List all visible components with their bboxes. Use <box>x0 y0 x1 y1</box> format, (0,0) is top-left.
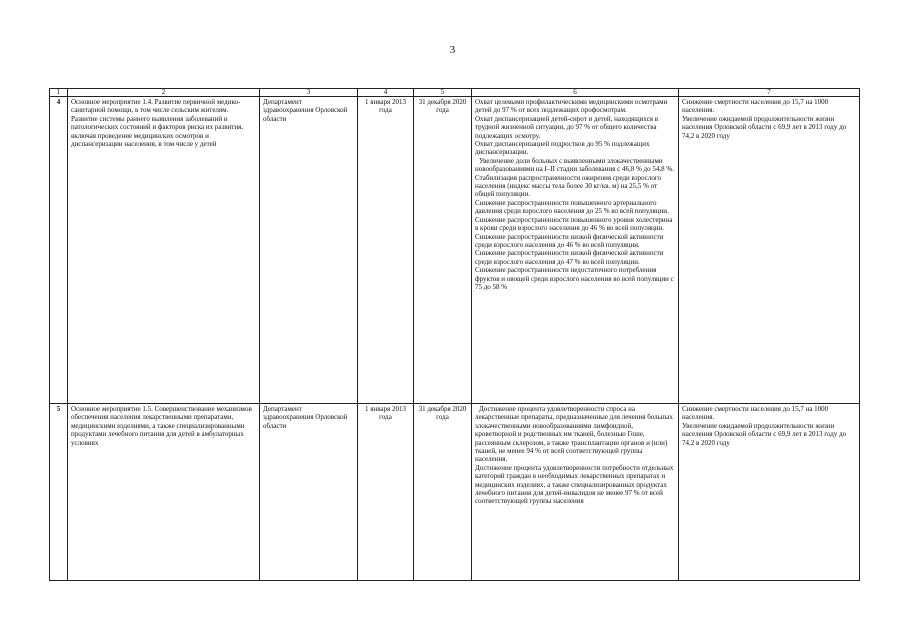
result-item: Увеличение доли больных с выявленными злокачественными новообразованиями на I–II стадии заболевания с 46,8 % до 54,8 %. <box>475 156 674 174</box>
column-header: 7 <box>679 89 860 97</box>
program-activities-table <box>49 88 860 581</box>
column-header: 3 <box>260 89 358 97</box>
indicators-cell <box>679 404 860 581</box>
result-item: Стабилизация распространенности ожирения среди взрослого населения (индекс массы тела более 30 кг/кв. м) на 25,5 % от общей популяции. <box>475 173 662 199</box>
result-item: Охват диспансеризацией детей-сирот и детей, находящихся в трудной жизненной ситуации, до 97 % от общего количества подлежащих осмотру. <box>475 114 659 140</box>
result-item: Снижение распространенности повышенного артериального давления среди взрослого населения до 25 % во всей популяции. <box>475 198 669 216</box>
result-item: Охват целевыми профилактическими медицинскими осмотрами детей до 97 % от всех подлежащих профосмотрам. <box>475 98 668 115</box>
page-number: 3 <box>449 44 456 56</box>
indicators-cell <box>679 97 860 404</box>
column-header: 4 <box>358 89 414 97</box>
end-date-cell: 31 декабря 2020 года <box>414 404 472 581</box>
result-item: Достижение процента удовлетворенности потребности отдельных категорий граждан в необходимых лекарственных препаратах и медицинских изделиях, а также специализированных продуктах лечебного питания для детей-инвалидов не менее 97 % от всей соответствующей группы населения <box>475 463 674 506</box>
indicator-item: Увеличение ожидаемой продолжительности жизни населения Орловской области с 69,9 лет в 2013 году до 74,2 в 2020 году <box>682 421 847 447</box>
column-header: 2 <box>68 89 260 97</box>
executor-cell: Департамент здравоохранения Орловской области <box>260 97 358 404</box>
result-item: Снижение распространенности низкой физической активности среди взрослого населения до 47 % во всей популяции. <box>475 249 664 266</box>
start-date-cell: 1 января 2013 года <box>358 97 414 404</box>
activity-cell: Основное мероприятие 1.5. Совершенствование механизмов обеспечения населения лекарственными препаратами, медицинскими изделиями, а также специализированными продуктами лечебного питания для детей в амбулаторных условиях <box>68 404 260 581</box>
indicator-item: Увеличение ожидаемой продолжительности жизни населения Орловской области с 69,9 лет в 2013 году до 74,2 в 2020 году <box>682 114 847 140</box>
row-number: 4 <box>50 97 68 404</box>
indicator-item: Снижение смертности населения до 15,7 на 1000 населения. <box>682 98 829 115</box>
table-header-row <box>50 89 860 97</box>
result-item: Снижение распространенности повышенного уровня холестерина в крови среди взрослого населения до 46 % во всей популяции. <box>475 215 673 233</box>
column-header: 5 <box>414 89 472 97</box>
result-item: Охват диспансеризацией подростков до 95 % подлежащих диспансеризации. <box>475 140 650 157</box>
result-item: Снижение распространенности низкой физической активности среди взрослого населения до 46 % во всей популяции. <box>475 232 664 249</box>
row-number: 5 <box>50 404 68 581</box>
start-date-cell: 1 января 2013 года <box>358 404 414 581</box>
column-header: 6 <box>472 89 679 97</box>
table-row <box>50 404 860 581</box>
column-header: 1 <box>50 89 68 97</box>
result-item: Достижение процента удовлетворенности спроса на лекарственные препараты, предназначенные для лечения больных злокачественными новообразованиями лимфоидной, кроветворной и родственных им тканей, болезнью Гоше, рассеянным склерозом, а также трансплантации органов и (или) тканей, не менее 94 % от всей соответствующей группы населения. <box>475 405 673 464</box>
results-cell <box>472 404 679 581</box>
table-row <box>50 97 860 404</box>
result-item: Снижение распространенности недостаточного потребления фруктов и овощей среди взрослого населения во всей популяции с 75 до 58 % <box>475 266 674 291</box>
indicator-item: Снижение смертности населения до 15,7 на 1000 населения. <box>682 405 829 422</box>
executor-cell: Департамент здравоохранения Орловской области <box>260 404 358 581</box>
end-date-cell: 31 декабря 2020 года <box>414 97 472 404</box>
results-cell <box>472 97 679 404</box>
activity-cell: Основное мероприятие 1.4. Развитие первичной медико-санитарной помощи, в том числе сельским жителям. Развитие системы раннего выявления заболеваний и патологических состояний и факторов риска их развития, включая проведение медицинских осмотров и диспансеризации населения, в том числе у детей <box>68 97 260 404</box>
